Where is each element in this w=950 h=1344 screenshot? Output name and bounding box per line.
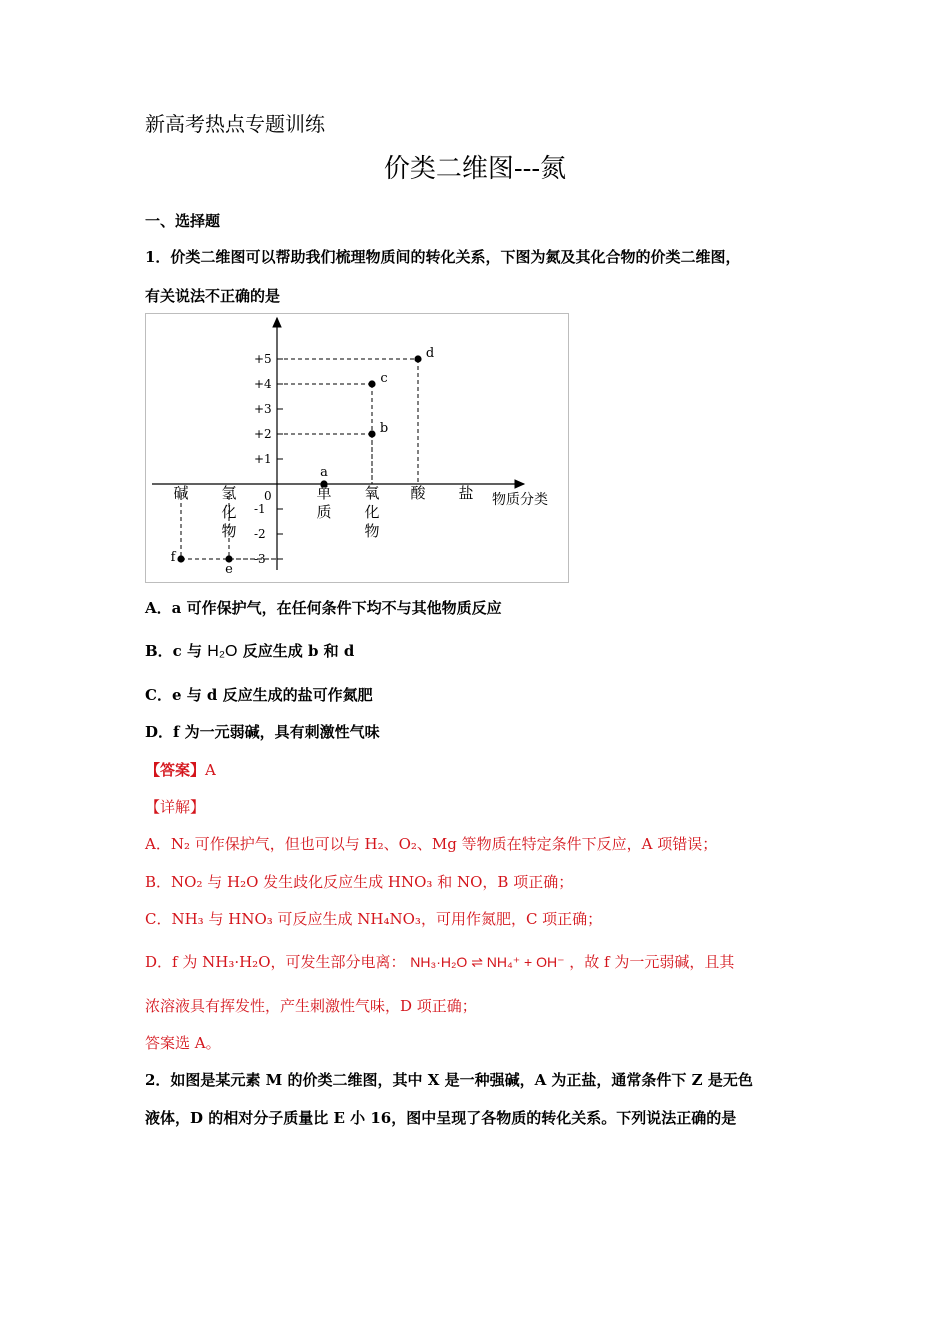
x-category-label: 酸 [410, 484, 426, 502]
question-2-line2: 液体，D 的相对分子质量比 E 小 16，图中呈现了各物质的转化关系。下列说法正确的是 [145, 1109, 737, 1127]
x-axis-label: 物质分类 [492, 492, 548, 508]
chart-svg [146, 314, 568, 582]
y-tick-label: 0 [264, 489, 272, 503]
x-category-label: 化 [364, 503, 380, 521]
ionization-equation: NH₃·H₂O ⇌ NH₄⁺ + OH⁻ [410, 954, 565, 970]
x-category-label: 氧 [364, 484, 380, 502]
explanation-d-prefix: D．f 为 NH₃·H₂O，可发生部分电离： [145, 953, 406, 971]
data-point-b [368, 430, 375, 437]
question-1-line2: 有关说法不正确的是 [145, 287, 281, 305]
y-tick-label: +4 [254, 377, 272, 391]
page-title: 价类二维图---氮 [383, 154, 567, 184]
point-label-f: f [170, 550, 176, 565]
question-1-line1: 1．价类二维图可以帮助我们梳理物质间的转化关系，下图为氮及其化合物的价类二维图， [145, 248, 741, 266]
answer-value: A [205, 761, 216, 779]
option-b-suffix: 反应生成 b 和 d [242, 642, 355, 660]
explanation-d-line1 [145, 951, 734, 972]
point-label-a: a [320, 465, 328, 480]
data-point-c [368, 380, 375, 387]
option-d: D．f 为一元弱碱，具有刺激性气味 [145, 723, 380, 741]
y-tick-label: -1 [254, 502, 266, 516]
conclusion: 答案选 A。 [145, 1034, 221, 1052]
answer-line [145, 759, 216, 780]
point-label-d: d [425, 346, 435, 361]
point-label-e: e [225, 562, 233, 577]
point-label-c: c [380, 371, 388, 386]
explanation-a: A．N₂ 可作保护气，但也可以与 H₂、O₂、Mg 等物质在特定条件下反应，A 项错误； [145, 835, 718, 853]
x-category-label: 盐 [458, 484, 474, 502]
option-a: A．a 可作保护气，在任何条件下均不与其他物质反应 [145, 599, 502, 617]
answer-label: 【答案】 [145, 761, 206, 779]
document-header: 新高考热点专题训练 [145, 112, 325, 136]
x-category-label: 碱 [173, 484, 189, 502]
point-label-b: b [379, 421, 389, 436]
y-tick-label: +5 [254, 352, 272, 366]
option-b-prefix: B．c 与 [145, 642, 203, 660]
option-c: C．e 与 d 反应生成的盐可作氮肥 [145, 686, 373, 704]
section-heading: 一、选择题 [145, 212, 221, 230]
option-b [145, 640, 354, 661]
valence-class-chart [145, 313, 569, 583]
y-tick-label: +3 [254, 402, 272, 416]
x-category-label: 化 [221, 503, 237, 521]
y-tick-label: +1 [254, 452, 272, 466]
explanation-d-line2: 浓溶液具有挥发性，产生刺激性气味，D 项正确； [145, 997, 477, 1015]
data-point-f [177, 555, 184, 562]
explanation-b: B．NO₂ 与 H₂O 发生歧化反应生成 HNO₃ 和 NO，B 项正确； [145, 873, 574, 891]
option-b-formula: H₂O [207, 643, 238, 660]
y-tick-label: +2 [254, 427, 272, 441]
y-tick-label: -3 [254, 552, 266, 566]
x-category-label: 物 [364, 522, 380, 540]
x-category-label: 氢 [221, 484, 237, 502]
data-point-d [414, 355, 421, 362]
explanation-c: C．NH₃ 与 HNO₃ 可反应生成 NH₄NO₃，可用作氮肥，C 项正确； [145, 910, 603, 928]
detail-label: 【详解】 [145, 798, 206, 816]
y-tick-label: -2 [254, 527, 266, 541]
x-category-label: 物 [221, 522, 237, 540]
x-category-label: 单 [316, 484, 332, 502]
x-category-label: 质 [316, 503, 332, 521]
question-2-line1: 2．如图是某元素 M 的价类二维图，其中 X 是一种强碱，A 为正盐，通常条件下 Z 是无色 [145, 1071, 753, 1089]
explanation-d-suffix: ，故 f 为一元弱碱，且其 [569, 953, 735, 971]
